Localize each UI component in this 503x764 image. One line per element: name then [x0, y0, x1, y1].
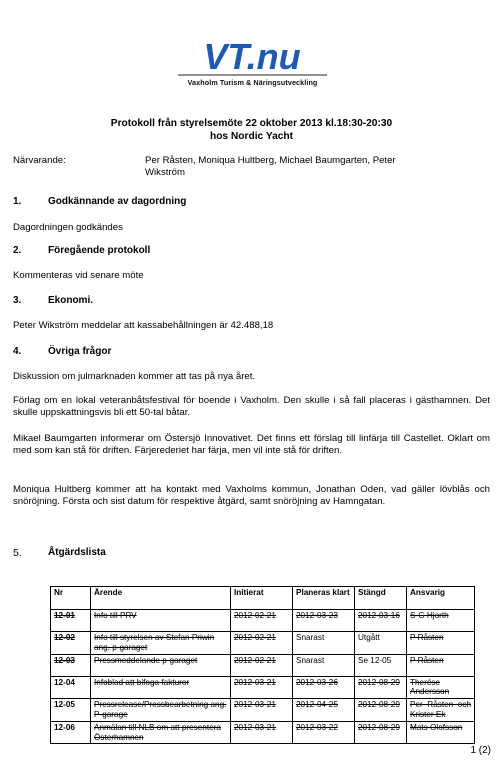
table-row [51, 632, 475, 655]
header-stangd: Stängd [355, 587, 407, 610]
cell-initierat: 2012-02-21 [231, 632, 293, 655]
document-title [0, 117, 503, 143]
cell-ansvarig: S-G Hjorth [407, 610, 475, 632]
attendees-line-1: Per Råsten, Moniqua Hultberg, Michael Baumgarten, Peter [145, 155, 396, 166]
title-line-1: Protokoll från styrelsemöte 22 oktober 2013 kl.18:30-20:30 [110, 118, 393, 129]
header-arende: Ärende [91, 587, 231, 610]
cell-stangd: 2012-08-29 [355, 676, 407, 699]
section-5-heading: Åtgärdslista [48, 547, 106, 558]
section-4-paragraph-2: Förlag om en lokal veteranbåtsfestival för boende i Vaxholm. Den skulle i så fall placeras i gästhamnen. Det skulle uppskattningsvis bli ett 50-tal båtar. [13, 395, 490, 419]
cell-planeras: 2012-03-22 [293, 721, 355, 744]
table-row [51, 699, 475, 722]
cell-initierat: 2012-03-21 [231, 676, 293, 699]
cell-ansvarig: P Råsten [407, 632, 475, 655]
cell-stangd: 2012-08-29 [355, 721, 407, 744]
cell-stangd: 2012-03-16 [355, 610, 407, 632]
section-1-text: Dagordningen godkändes [13, 222, 123, 233]
header-planeras-klart: Planeras klart [293, 587, 355, 610]
page-number: 1 (2) [470, 745, 491, 756]
cell-nr: 12-03 [51, 654, 91, 676]
table-header-row [51, 587, 475, 610]
attendees-line-2: Wikström [145, 167, 185, 179]
logo [170, 36, 335, 90]
section-5-number: 5. [13, 547, 22, 559]
cell-initierat: 2012-02-21 [231, 610, 293, 632]
section-3-heading: Ekonomi. [48, 295, 94, 306]
section-4-paragraph-4: Moniqua Hultberg kommer att ha kontakt med Vaxholms kommun, Jonathan Oden, vad gäller lövblås och snöröjning. Första och sist datum för respektive åtgärd, samt snöröjning av Hamngatan. [13, 484, 490, 508]
table-row [51, 654, 475, 676]
cell-nr: 12-06 [51, 721, 91, 744]
section-4-heading: Övriga frågor [48, 346, 112, 357]
cell-arende: Infoblad att bifoga fakturor [91, 676, 231, 699]
cell-arende: Pressmeddelande p-garaget [91, 654, 231, 676]
cell-nr: 12-01 [51, 610, 91, 632]
logo-brand: VT.nu [203, 36, 301, 77]
section-2-heading: Föregående protokoll [48, 245, 151, 256]
cell-nr: 12-02 [51, 632, 91, 655]
section-4-number: 4. [13, 346, 22, 357]
cell-initierat: 2012-02-21 [231, 654, 293, 676]
title-line-2: hos Nordic Yacht [209, 131, 294, 142]
logo-graphic [170, 36, 335, 78]
section-2-number: 2. [13, 245, 22, 256]
cell-initierat: 2012-03-21 [231, 699, 293, 722]
cell-nr: 12-05 [51, 699, 91, 722]
section-3-number: 3. [13, 295, 22, 306]
cell-planeras: 2012-03-26 [293, 676, 355, 699]
cell-stangd: Utgått [355, 632, 407, 655]
cell-stangd: 2012-08-29 [355, 699, 407, 722]
attendees-list [145, 155, 475, 180]
cell-arende: Info till PRV [91, 610, 231, 632]
header-ansvarig: Ansvarig [407, 587, 475, 610]
table-row [51, 721, 475, 744]
attendees-label: Närvarande: [13, 155, 66, 166]
section-3-text: Peter Wikström meddelar att kassabehållningen är 42.488,18 [13, 320, 274, 331]
cell-ansvarig: P Råsten [407, 654, 475, 676]
cell-nr: 12-04 [51, 676, 91, 699]
cell-initierat: 2012-03-21 [231, 721, 293, 744]
cell-planeras: Snarast [293, 654, 355, 676]
cell-ansvarig: Per Råsten och Krister Ek [407, 699, 475, 722]
header-nr: Nr [51, 587, 91, 610]
cell-stangd: Se 12-05 [355, 654, 407, 676]
section-4-paragraph-1: Diskussion om julmarknaden kommer att tas på nya året. [13, 371, 256, 382]
cell-arende: Anmälan till NLB om att presentera Österhamnen [91, 721, 231, 744]
section-1-number: 1. [13, 196, 22, 207]
section-1-heading: Godkännande av dagordning [48, 196, 187, 207]
section-2-text: Kommenteras vid senare möte [13, 270, 144, 281]
cell-ansvarig: Mats Olofsson [407, 721, 475, 744]
cell-ansvarig: Therése Andersson [407, 676, 475, 699]
table-row [51, 676, 475, 699]
cell-planeras: 2012-04-25 [293, 699, 355, 722]
cell-arende: Info till styrelsen av Stefan Priwin ang. p-garaget [91, 632, 231, 655]
header-initierat: Initierat [231, 587, 293, 610]
cell-arende: Pressrelease/Pressbearbetning ang. P-garage [91, 699, 231, 722]
cell-planeras: Snarast [293, 632, 355, 655]
table-row [51, 610, 475, 632]
section-4-paragraph-3: Mikael Baumgarten informerar om Östersjö Innovativet. Det finns ett förslag till linfärja till Castellet. Oklart om med som kan stå för driften. Färjerederiet har färja, men vil inte stå för driften. [13, 433, 490, 457]
action-list-table [50, 586, 475, 744]
logo-tagline: Vaxholm Turism & Näringsutveckling [187, 78, 318, 87]
cell-planeras: 2012-03-23 [293, 610, 355, 632]
